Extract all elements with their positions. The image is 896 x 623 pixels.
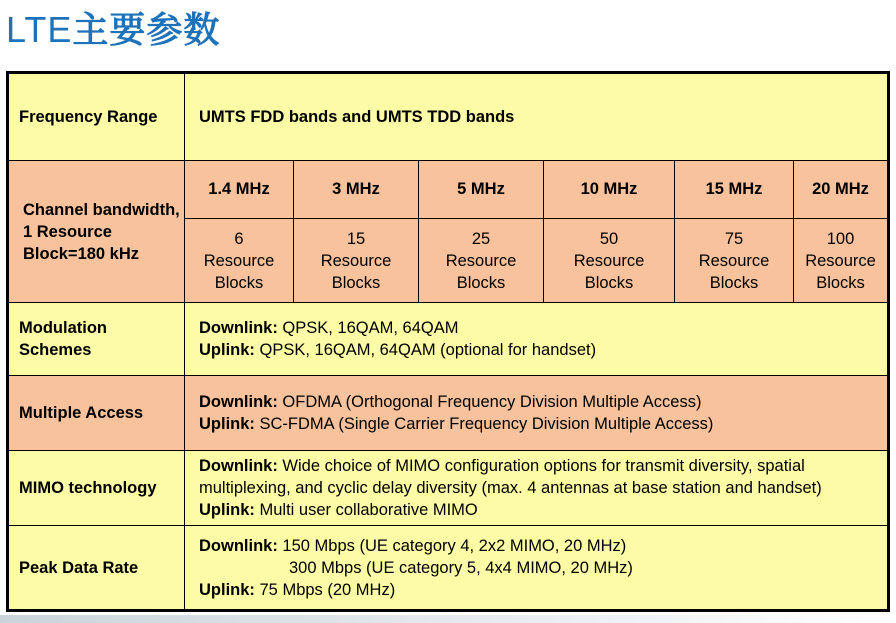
- resource-block-unit: Blocks: [214, 273, 264, 292]
- multiple-access-label: Multiple Access: [8, 376, 185, 451]
- lte-parameters-table: [6, 71, 890, 612]
- bandwidth-cell: 20 MHz: [794, 161, 889, 219]
- uplink-text: 75 Mbps (20 MHz): [254, 580, 396, 599]
- title-latin: LTE: [6, 9, 73, 50]
- resource-block-count: 6: [234, 229, 244, 248]
- uplink-prefix: Uplink:: [199, 501, 255, 519]
- mimo-value: [185, 451, 889, 526]
- peak-data-rate-value: [185, 526, 889, 611]
- uplink-text: Multi user collaborative MIMO: [254, 501, 478, 519]
- downlink-text: Wide choice of MIMO configuration options for transmit diversity, spatial multiplexing, and cyclic delay diversity (max. 4 antennas at base station and handset): [199, 457, 822, 497]
- uplink-prefix: Uplink:: [199, 341, 255, 359]
- frequency-range-label: Frequency Range: [8, 73, 185, 161]
- downlink-text-line2: 300 Mbps (UE category 5, 4x4 MIMO, 20 MHz): [289, 558, 633, 577]
- channel-bandwidth-label: Channel bandwidth, 1 Resource Block=180 kHz: [8, 161, 185, 303]
- bandwidth-cell: 15 MHz: [675, 161, 794, 219]
- modulation-label: Modulation Schemes: [8, 303, 185, 376]
- uplink-prefix: Uplink:: [199, 580, 255, 599]
- mimo-label: MIMO technology: [8, 451, 185, 526]
- resource-block-unit: Resource: [805, 251, 876, 270]
- resource-block-unit: Blocks: [584, 273, 634, 292]
- downlink-prefix: Downlink:: [199, 393, 278, 411]
- resource-block-unit: Blocks: [816, 273, 865, 292]
- resource-block-count: 25: [471, 229, 491, 248]
- bandwidth-cell: 5 MHz: [419, 161, 544, 219]
- downlink-prefix: Downlink:: [199, 457, 278, 475]
- resource-block-cell: [675, 219, 794, 303]
- resource-block-count: 50: [599, 229, 619, 248]
- modulation-value: [185, 303, 889, 376]
- uplink-prefix: Uplink:: [199, 415, 255, 433]
- resource-block-cell: [419, 219, 544, 303]
- resource-block-unit: Blocks: [709, 273, 759, 292]
- resource-block-cell: [294, 219, 419, 303]
- resource-block-unit: Resource: [698, 251, 770, 270]
- resource-block-count: 100: [826, 229, 855, 248]
- resource-block-count: 75: [724, 229, 744, 248]
- peak-data-rate-label: Peak Data Rate: [8, 526, 185, 611]
- resource-block-unit: Blocks: [456, 273, 506, 292]
- title-cjk: 主要参数: [72, 10, 221, 51]
- page-title: [6, 2, 220, 53]
- uplink-text: QPSK, 16QAM, 64QAM (optional for handset): [254, 341, 597, 359]
- resource-block-unit: Resource: [203, 251, 275, 270]
- resource-block-unit: Blocks: [331, 273, 381, 292]
- uplink-text: SC-FDMA (Single Carrier Frequency Division Multiple Access): [254, 415, 714, 433]
- resource-block-cell: [794, 219, 889, 303]
- downlink-text: 150 Mbps (UE category 4, 2x2 MIMO, 20 MHz): [277, 536, 627, 555]
- downlink-text: OFDMA (Orthogonal Frequency Division Multiple Access): [277, 393, 702, 411]
- bandwidth-cell: 10 MHz: [544, 161, 675, 219]
- bandwidth-cell: 3 MHz: [294, 161, 419, 219]
- resource-block-unit: Resource: [573, 251, 645, 270]
- bandwidth-cell: 1.4 MHz: [185, 161, 294, 219]
- downlink-text: QPSK, 16QAM, 64QAM: [277, 319, 459, 337]
- resource-block-unit: Resource: [445, 251, 517, 270]
- frequency-range-value: UMTS FDD bands and UMTS TDD bands: [185, 73, 889, 161]
- multiple-access-value: [185, 376, 889, 451]
- resource-block-count: 15: [346, 229, 366, 248]
- footer-bar: [0, 615, 896, 623]
- resource-block-cell: [544, 219, 675, 303]
- downlink-prefix: Downlink:: [199, 536, 278, 555]
- resource-block-cell: [185, 219, 294, 303]
- resource-block-unit: Resource: [320, 251, 392, 270]
- downlink-prefix: Downlink:: [199, 319, 278, 337]
